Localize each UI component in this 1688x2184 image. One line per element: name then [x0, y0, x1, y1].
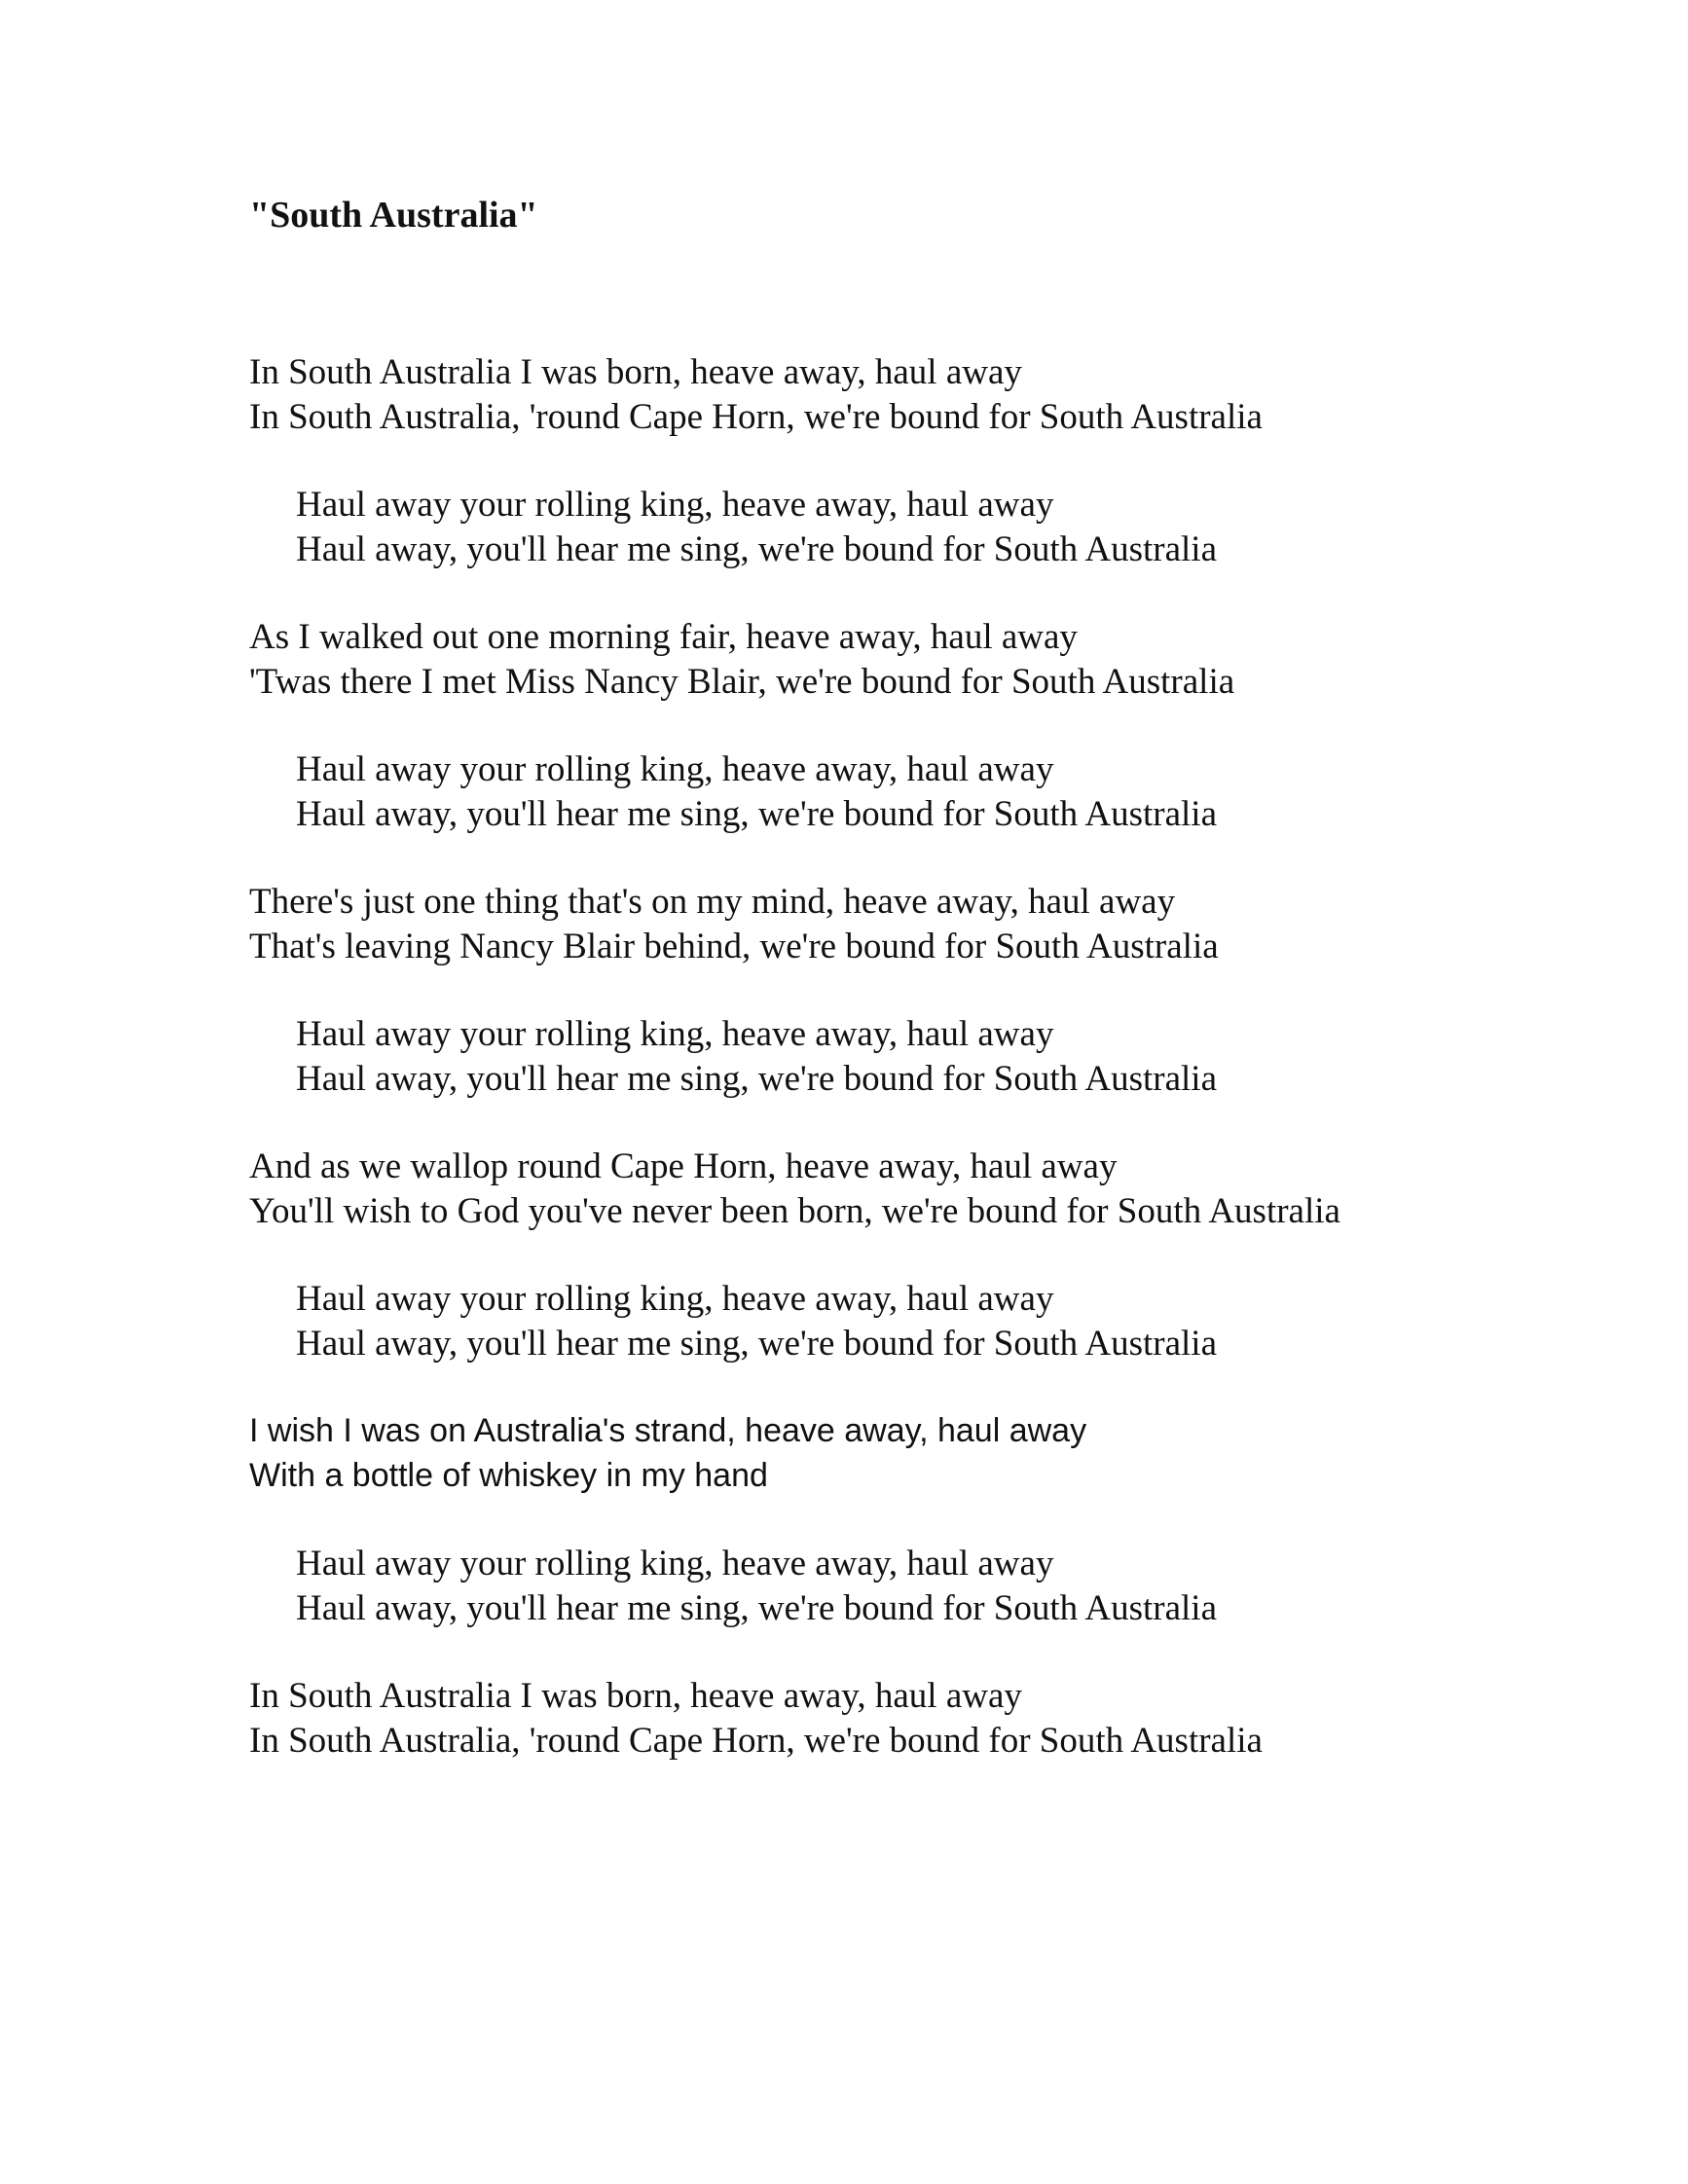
- lyric-line: Haul away your rolling king, heave away, haul away: [296, 485, 1054, 525]
- lyric-line: I wish I was on Australia's strand, heave away, haul away: [249, 1412, 1087, 1449]
- verse-3: [249, 880, 1651, 968]
- lyrics-body: [249, 350, 1651, 1806]
- lyric-line: In South Australia I was born, heave away, haul away: [249, 1676, 1022, 1716]
- lyric-line: Haul away, you'll hear me sing, we're bound for South Australia: [296, 1058, 1217, 1099]
- lyric-line: Haul away your rolling king, heave away, haul away: [296, 749, 1054, 789]
- lyric-line: In South Australia, 'round Cape Horn, we're bound for South Australia: [249, 1720, 1263, 1761]
- lyric-line: With a bottle of whiskey in my hand: [249, 1456, 768, 1494]
- chorus-5: [249, 1542, 1651, 1630]
- song-title: "South Australia": [249, 195, 538, 236]
- lyric-line: 'Twas there I met Miss Nancy Blair, we're bound for South Australia: [249, 661, 1235, 702]
- lyric-line: As I walked out one morning fair, heave away, haul away: [249, 617, 1078, 657]
- lyric-line: Haul away your rolling king, heave away, haul away: [296, 1544, 1054, 1583]
- lyric-line: In South Australia I was born, heave away, haul away: [249, 352, 1022, 392]
- lyric-line: And as we wallop round Cape Horn, heave away, haul away: [249, 1147, 1118, 1186]
- verse-1: [249, 350, 1651, 439]
- lyric-line: In South Australia, 'round Cape Horn, we're bound for South Australia: [249, 396, 1263, 437]
- lyric-line: Haul away your rolling king, heave away, haul away: [296, 1014, 1054, 1054]
- chorus-3: [249, 1012, 1651, 1101]
- lyric-line: Haul away, you'll hear me sing, we're bound for South Australia: [296, 1323, 1217, 1364]
- lyric-line: There's just one thing that's on my mind, heave away, haul away: [249, 882, 1176, 922]
- lyric-line: Haul away, you'll hear me sing, we're bound for South Australia: [296, 1587, 1217, 1628]
- chorus-4: [249, 1277, 1651, 1365]
- lyric-line: Haul away, you'll hear me sing, we're bound for South Australia: [296, 528, 1217, 569]
- lyric-line: You'll wish to God you've never been born, we're bound for South Australia: [249, 1190, 1340, 1231]
- lyric-line: Haul away, you'll hear me sing, we're bound for South Australia: [296, 793, 1217, 834]
- verse-5: [249, 1409, 1651, 1498]
- verse-4: [249, 1145, 1651, 1233]
- chorus-2: [249, 747, 1651, 836]
- chorus-1: [249, 483, 1651, 571]
- lyric-line: That's leaving Nancy Blair behind, we're bound for South Australia: [249, 926, 1219, 966]
- lyric-line: Haul away your rolling king, heave away, haul away: [296, 1279, 1054, 1319]
- verse-2: [249, 615, 1651, 704]
- verse-6: [249, 1674, 1651, 1763]
